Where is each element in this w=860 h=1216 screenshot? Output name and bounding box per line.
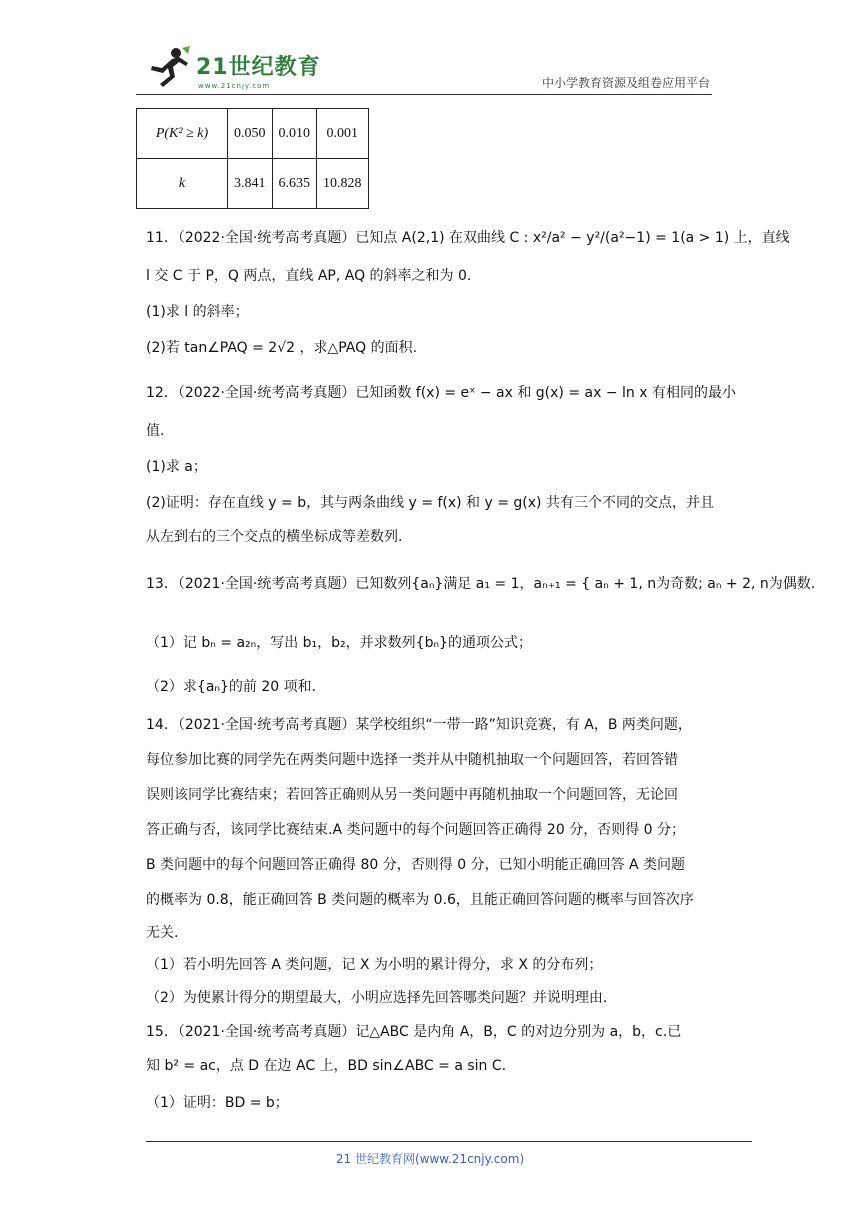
table-cell: k: [137, 159, 228, 209]
footer-link[interactable]: 21 世纪教育网(www.21cnjy.com): [335, 1152, 525, 1166]
question-13-part-1: （1）记 bₙ = a₂ₙ，写出 b₁，b₂，并求数列{bₙ}的通项公式；: [146, 635, 532, 651]
question-12-part-2: (2)证明：存在直线 y = b，其与两条曲线 y = f(x) 和 y = g(x) 共有三个不同的交点，并且: [146, 495, 714, 511]
question-11-part-1: (1)求 l 的斜率；: [146, 304, 249, 320]
table-cell: P(K² ≥ k): [137, 109, 228, 159]
question-14-line: B 类问题中的每个问题回答正确得 80 分，否则得 0 分，已知小明能正确回答 A 类问题: [146, 857, 686, 873]
question-14-line: 误则该同学比赛结束；若回答正确则从另一类问题中再随机抽取一个问题回答，无论回: [146, 787, 678, 803]
table-cell: 0.050: [228, 109, 273, 159]
question-14-line: 答正确与否，该同学比赛结束.A 类问题中的每个问题回答正确得 20 分，否则得 0 分；: [146, 822, 685, 838]
site-logo: [146, 46, 336, 92]
question-14-part-2: （2）为使累计得分的期望最大，小明应选择先回答哪类问题？并说明理由.: [146, 990, 608, 1006]
question-15-part-1: （1）证明：BD = b；: [146, 1095, 289, 1111]
logo-text: 21世纪教育: [196, 55, 321, 80]
question-15-line: 知 b² = ac，点 D 在边 AC 上，BD sin∠ABC = a sin C.: [146, 1058, 507, 1074]
question-14-line: 每位参加比赛的同学先在两类问题中选择一类并从中随机抽取一个问题回答，若回答错: [146, 752, 678, 768]
table-row: [137, 159, 369, 209]
question-15-line: 15．（2021·全国·统考高考真题）记△ABC 是内角 A，B，C 的对边分别为 a，b，c.已: [146, 1024, 682, 1040]
footer-divider: [146, 1141, 752, 1142]
table-cell: 0.001: [317, 109, 369, 159]
table-cell: 0.010: [272, 109, 317, 159]
table-cell: 6.635: [272, 159, 317, 209]
page-header: [136, 40, 712, 94]
question-12-line: 12．（2022·全国·统考高考真题）已知函数 f(x) = eˣ − ax 和 g(x) = ax − ln x 有相同的最小: [146, 385, 736, 401]
header-divider: [136, 94, 712, 95]
question-12-part-1: (1)求 a；: [146, 459, 207, 475]
question-14-line: 无关.: [146, 925, 179, 941]
critical-value-table: [136, 108, 369, 209]
table-cell: 10.828: [317, 159, 369, 209]
question-12-line: 值.: [146, 423, 165, 439]
question-14-part-1: （1）若小明先回答 A 类问题，记 X 为小明的累计得分，求 X 的分布列；: [146, 957, 603, 973]
question-14-line: 的概率为 0.8，能正确回答 B 类问题的概率为 0.6，且能正确回答问题的概率与回答次序: [146, 892, 694, 908]
question-11-part-2: (2)若 tan∠PAQ = 2√2 ，求△PAQ 的面积.: [146, 340, 418, 356]
question-12-line: 从左到右的三个交点的横坐标成等差数列.: [146, 529, 403, 545]
table-row: [137, 109, 369, 159]
logo-url: www.21cnjy.com: [198, 82, 271, 90]
platform-name: 中小学教育资源及组卷应用平台: [541, 76, 710, 90]
question-13-line: 13．（2021·全国·统考高考真题）已知数列{aₙ}满足 a₁ = 1，aₙ₊₁ = { aₙ + 1, n为奇数; aₙ + 2, n为偶数.: [146, 576, 816, 592]
question-14-line: 14．（2021·全国·统考高考真题）某学校组织“一带一路”知识竞赛，有 A，B 两类问题，: [146, 717, 692, 733]
question-11-line: l 交 C 于 P，Q 两点，直线 AP, AQ 的斜率之和为 0.: [146, 268, 472, 284]
question-11-line: 11．（2022·全国·统考高考真题）已知点 A(2,1) 在双曲线 C : x²/a² − y²/(a²−1) = 1(a > 1) 上，直线: [146, 230, 790, 246]
question-13-part-2: （2）求{aₙ}的前 20 项和.: [146, 679, 317, 695]
runner-logo-icon: [146, 46, 190, 88]
table-cell: 3.841: [228, 159, 273, 209]
